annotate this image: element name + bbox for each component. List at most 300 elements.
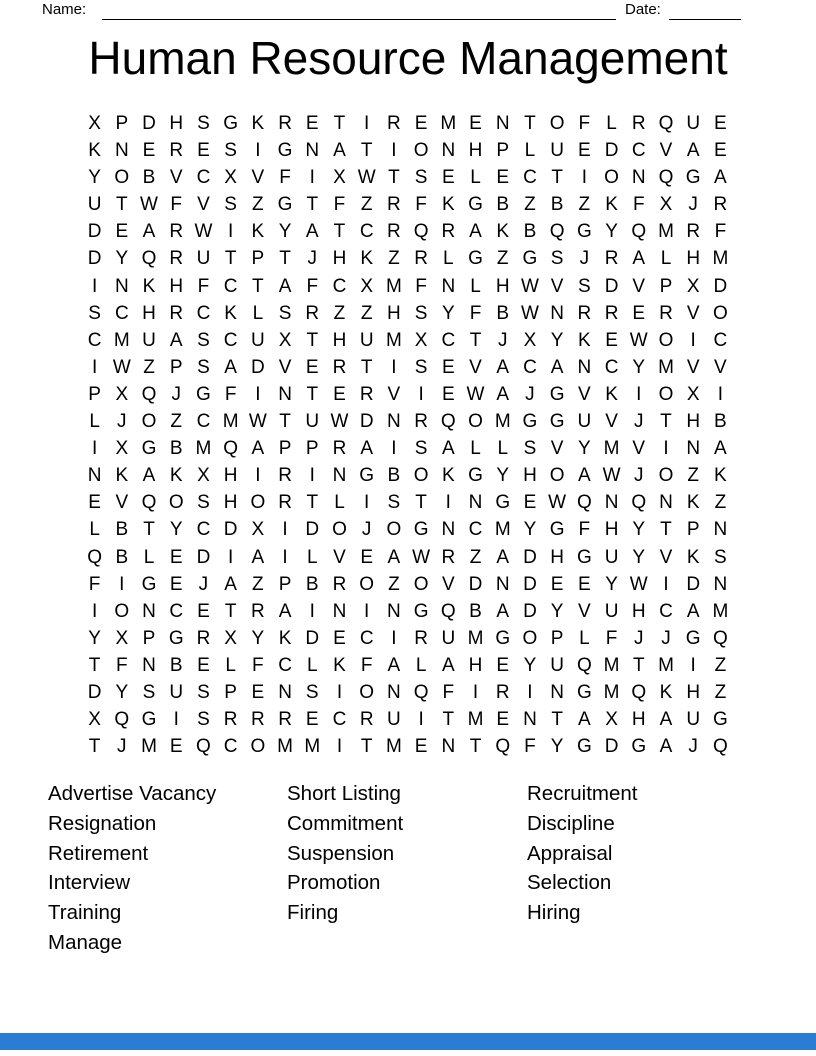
grid-letter: A [659,709,673,731]
grid-letter: L [306,546,318,568]
grid-letter: J [117,736,127,758]
grid-letter: U [142,329,156,351]
grid-letter: Y [523,519,537,541]
grid-letter: I [391,140,397,162]
grid-letter: S [197,709,210,731]
grid-letter: T [388,167,400,189]
grid-letter: R [169,140,184,162]
grid-letter: P [115,113,129,134]
grid-letter: O [168,492,184,514]
grid-letter: Q [631,221,647,243]
grid-letter: S [197,492,210,514]
grid-letter: U [686,113,701,134]
grid-letter: X [88,709,101,731]
grid-letter: C [604,356,619,378]
grid-letter: F [415,194,427,216]
grid-letter: T [279,248,291,270]
grid-letter: Y [441,302,455,324]
grid-letter: R [414,627,428,649]
grid-letter: A [659,736,673,758]
grid-letter: Y [605,573,618,595]
grid-letter: V [441,573,455,595]
grid-letter: J [361,519,372,541]
grid-letter: U [387,709,401,731]
grid-letter: N [604,492,619,514]
grid-letter: C [223,275,238,297]
grid-letter: L [306,654,318,676]
grid-letter: L [606,113,617,134]
grid-letter: V [251,167,265,189]
grid-letter: G [576,736,592,758]
grid-letter: C [223,736,238,758]
grid-letter: W [466,383,485,405]
grid-letter: I [717,383,724,405]
grid-letter: W [629,573,648,595]
grid-letter: U [604,600,619,622]
grid-letter: D [142,113,156,134]
grid-letter: N [713,573,728,595]
grid-letter: A [278,275,292,297]
grid-letter: R [387,221,401,243]
grid-letter: Y [496,465,510,487]
word-list-item: Suspension [287,841,395,865]
grid-letter: X [224,627,237,649]
word-list-column [48,779,216,958]
grid-letter: A [251,546,265,568]
grid-letter: G [576,546,592,568]
grid-letter: N [550,681,564,703]
grid-letter: N [114,140,129,162]
grid-letter: N [441,140,456,162]
grid-letter: G [576,221,592,243]
grid-letter: J [307,248,318,270]
grid-letter: V [387,383,401,405]
grid-letter: M [195,438,212,460]
grid-letter: V [605,411,618,433]
grid-letter: D [305,519,320,541]
grid-letter: S [414,356,428,378]
word-list-item: Appraisal [527,841,613,865]
grid-letter: G [468,248,483,270]
grid-letter: B [469,600,482,622]
grid-letter: V [578,600,591,622]
grid-letter: M [304,736,321,758]
grid-letter: U [169,681,184,703]
date-label: Date: [625,1,661,18]
grid-letter: G [495,627,511,649]
grid-letter: A [278,600,292,622]
grid-letter: G [468,465,483,487]
grid-letter: R [278,492,292,514]
grid-letter: V [659,140,673,162]
grid-letter: G [141,438,157,460]
grid-letter: Z [333,302,346,324]
grid-letter: C [359,627,374,649]
grid-letter: H [686,248,701,270]
grid-letter: E [469,113,482,134]
grid-letter: I [228,221,234,243]
grid-letter: G [522,411,538,433]
grid-letter: C [441,329,456,351]
word-list-item: Advertise Vacancy [48,782,217,805]
grid-letter: C [332,275,347,297]
grid-letter: B [305,573,319,595]
grid-letter: M [222,411,239,433]
grid-letter: D [359,411,374,433]
grid-letter: L [524,140,536,162]
grid-letter: E [414,113,428,134]
grid-letter: T [88,736,101,758]
grid-letter: B [523,221,537,243]
grid-letter: E [115,221,129,243]
grid-letter: I [91,600,98,622]
grid-letter: A [224,573,237,595]
grid-letter: L [579,627,590,649]
grid-letter: J [661,627,671,649]
grid-letter: F [197,275,210,297]
grid-letter: M [658,221,674,243]
grid-letter: M [494,519,511,541]
grid-letter: Q [713,627,728,649]
grid-letter: L [660,248,672,270]
grid-letter: E [142,140,156,162]
grid-letter: Z [714,681,727,703]
grid-letter: T [306,383,319,405]
grid-letter: R [359,383,374,405]
grid-letter: P [659,275,673,297]
grid-letter: T [469,736,482,758]
grid-letter: R [278,709,292,731]
grid-letter: F [469,302,482,324]
grid-letter: V [632,275,646,297]
grid-letter: V [714,356,727,378]
grid-letter: R [604,248,619,270]
grid-letter: H [169,275,184,297]
grid-letter: B [496,194,510,216]
grid-letter: I [391,627,397,649]
grid-letter: R [332,438,347,460]
grid-letter: H [142,302,156,324]
grid-letter: S [387,492,401,514]
grid-letter: Q [576,654,592,676]
grid-letter: F [632,194,645,216]
grid-letter: U [604,546,619,568]
grid-letter: F [578,113,591,134]
grid-letter: E [333,383,346,405]
grid-letter: R [278,113,292,134]
grid-letter: P [686,519,700,541]
grid-letter: H [332,329,347,351]
grid-letter: E [441,356,455,378]
grid-letter: A [441,438,455,460]
grid-letter: Q [631,492,647,514]
grid-letter: G [685,167,701,189]
grid-letter: N [495,113,510,134]
grid-letter: D [468,573,483,595]
grid-letter: P [278,438,292,460]
grid-letter: H [631,600,646,622]
grid-letter: R [414,248,428,270]
grid-letter: V [115,492,129,514]
grid-letter: T [660,519,672,541]
grid-letter: K [441,465,455,487]
grid-letter: I [663,573,669,595]
grid-letter: I [418,709,424,731]
grid-letter: A [632,248,646,270]
grid-letter: Q [413,681,429,703]
grid-letter: T [333,113,346,134]
grid-letter: J [688,736,698,758]
grid-letter: S [523,438,537,460]
grid-letter: K [251,221,265,243]
grid-letter: R [250,709,265,731]
grid-letter: E [197,140,210,162]
grid-letter: T [551,167,563,189]
grid-letter: R [223,709,238,731]
grid-letter: I [364,113,370,134]
grid-letter: X [278,329,292,351]
grid-letter: S [414,302,428,324]
grid-letter: M [385,736,402,758]
word-list-item: Firing [287,901,339,925]
grid-letter: I [282,546,288,568]
grid-letter: C [659,600,673,622]
word-list-item: Manage [48,930,123,954]
grid-letter: T [469,329,482,351]
grid-letter: D [87,248,102,270]
grid-letter: E [578,573,591,595]
grid-letter: F [116,654,128,676]
grid-letter: P [251,248,265,270]
grid-letter: R [359,709,374,731]
grid-letter: N [87,465,102,487]
grid-letter: K [686,546,700,568]
grid-letter: X [115,627,129,649]
grid-letter: W [194,221,213,243]
grid-letter: T [116,194,128,216]
grid-letter: D [523,573,537,595]
grid-letter: P [305,438,319,460]
grid-letter: Z [469,546,482,568]
grid-letter: W [248,411,267,433]
grid-letter: L [225,654,236,676]
grid-letter: T [224,600,237,622]
grid-letter: Y [550,600,564,622]
grid-letter: Z [496,248,509,270]
grid-letter: G [359,465,375,487]
grid-letter: I [364,600,370,622]
grid-letter: N [142,654,156,676]
grid-letter: O [114,167,130,189]
grid-letter: G [413,519,429,541]
grid-letter: X [523,329,537,351]
grid-letter: U [250,329,265,351]
word-list-item: Retirement [48,841,149,865]
grid-letter: V [632,438,646,460]
grid-letter: Z [714,654,727,676]
grid-letter: Y [632,356,646,378]
word-list-item: Recruitment [527,782,638,805]
grid-letter: G [141,573,157,595]
grid-letter: R [169,221,184,243]
grid-letter: M [440,113,457,134]
grid-letter: I [418,383,424,405]
grid-letter: A [686,600,700,622]
grid-letter: W [629,329,648,351]
grid-letter: S [197,681,210,703]
grid-letter: S [278,302,292,324]
grid-letter: Q [196,736,211,758]
grid-letter: V [333,546,346,568]
grid-letter: T [88,654,101,676]
grid-letter: X [659,194,673,216]
grid-letter: N [468,492,483,514]
grid-letter: A [441,654,455,676]
grid-letter: E [305,709,319,731]
grid-letter: O [250,492,266,514]
grid-letter: M [603,438,620,460]
grid-letter: A [142,465,156,487]
grid-letter: Y [88,167,101,189]
grid-letter: I [91,275,98,297]
grid-letter: Z [714,492,727,514]
grid-letter: G [549,519,565,541]
grid-letter: G [631,736,647,758]
grid-letter: O [413,465,429,487]
grid-letter: E [305,356,319,378]
grid-letter: L [497,438,509,460]
grid-letter: C [359,221,374,243]
grid-letter: S [88,302,101,324]
grid-letter: Z [388,573,400,595]
grid-letter: L [89,411,100,433]
grid-letter: E [523,492,537,514]
grid-letter: X [414,329,428,351]
grid-letter: I [119,573,125,595]
grid-letter: I [636,383,642,405]
grid-letter: V [659,546,673,568]
grid-letter: Z [170,411,183,433]
grid-letter: D [523,600,537,622]
grid-letter: S [224,140,237,162]
grid-letter: R [387,194,401,216]
grid-letter: P [550,627,564,649]
grid-letter: S [714,546,727,568]
grid-letter: M [603,681,620,703]
grid-letter: M [712,600,729,622]
grid-letter: O [522,627,538,649]
grid-letter: R [387,113,401,134]
grid-letter: V [197,194,210,216]
grid-letter: G [413,600,429,622]
grid-letter: T [551,709,563,731]
puzzle-grid [81,110,734,760]
grid-letter: S [197,356,210,378]
grid-letter: E [441,167,455,189]
grid-letter: Q [549,221,565,243]
grid-letter: C [196,302,211,324]
grid-letter: M [141,736,157,758]
grid-letter: E [550,573,564,595]
grid-letter: N [114,275,129,297]
grid-letter: N [550,302,564,324]
grid-letter: W [520,302,539,324]
name-fill-line [102,19,616,20]
grid-letter: U [305,411,320,433]
grid-letter: S [414,167,428,189]
grid-letter: K [278,627,292,649]
grid-letter: G [196,383,211,405]
grid-letter: N [387,600,401,622]
grid-letter: F [279,167,291,189]
grid-letter: F [170,194,183,216]
grid-letter: L [415,654,427,676]
grid-letter: U [87,194,102,216]
grid-letter: N [713,519,728,541]
grid-letter: S [550,248,564,270]
grid-letter: C [523,167,537,189]
grid-letter: F [306,275,319,297]
grid-letter: X [686,275,700,297]
grid-letter: Y [550,329,564,351]
grid-letter: R [305,302,320,324]
grid-letter: K [578,329,591,351]
grid-letter: L [470,438,481,460]
grid-letter: S [197,329,210,351]
grid-letter: K [496,221,510,243]
grid-letter: E [360,546,374,568]
grid-letter: O [413,573,429,595]
grid-letter: A [333,140,346,162]
grid-letter: X [251,519,265,541]
grid-letter: O [549,465,565,487]
grid-letter: C [523,356,537,378]
grid-letter: W [520,275,539,297]
grid-letter: K [88,140,101,162]
grid-letter: A [496,600,510,622]
grid-letter: I [309,167,315,189]
grid-letter: G [685,627,701,649]
grid-letter: O [658,383,674,405]
grid-letter: N [441,519,456,541]
grid-letter: K [115,465,129,487]
grid-letter: N [387,411,401,433]
grid-letter: N [441,736,456,758]
grid-letter: Y [88,627,101,649]
grid-letter: E [305,113,319,134]
grid-letter: O [386,519,402,541]
grid-letter: P [169,356,183,378]
grid-letter: A [714,438,727,460]
grid-letter: J [634,465,644,487]
grid-letter: Q [87,546,102,568]
grid-letter: K [169,465,183,487]
grid-letter: Y [251,627,265,649]
grid-letter: C [713,329,728,351]
grid-letter: E [197,654,210,676]
grid-letter: N [142,600,156,622]
grid-letter: I [690,654,696,676]
grid-letter: S [578,275,591,297]
grid-letter: C [196,411,211,433]
grid-letter: V [550,438,564,460]
word-list-item: Interview [48,871,131,895]
grid-letter: T [252,275,264,297]
grid-letter: V [686,356,700,378]
grid-letter: A [714,167,727,189]
grid-letter: U [550,654,564,676]
grid-letter: O [713,302,728,324]
